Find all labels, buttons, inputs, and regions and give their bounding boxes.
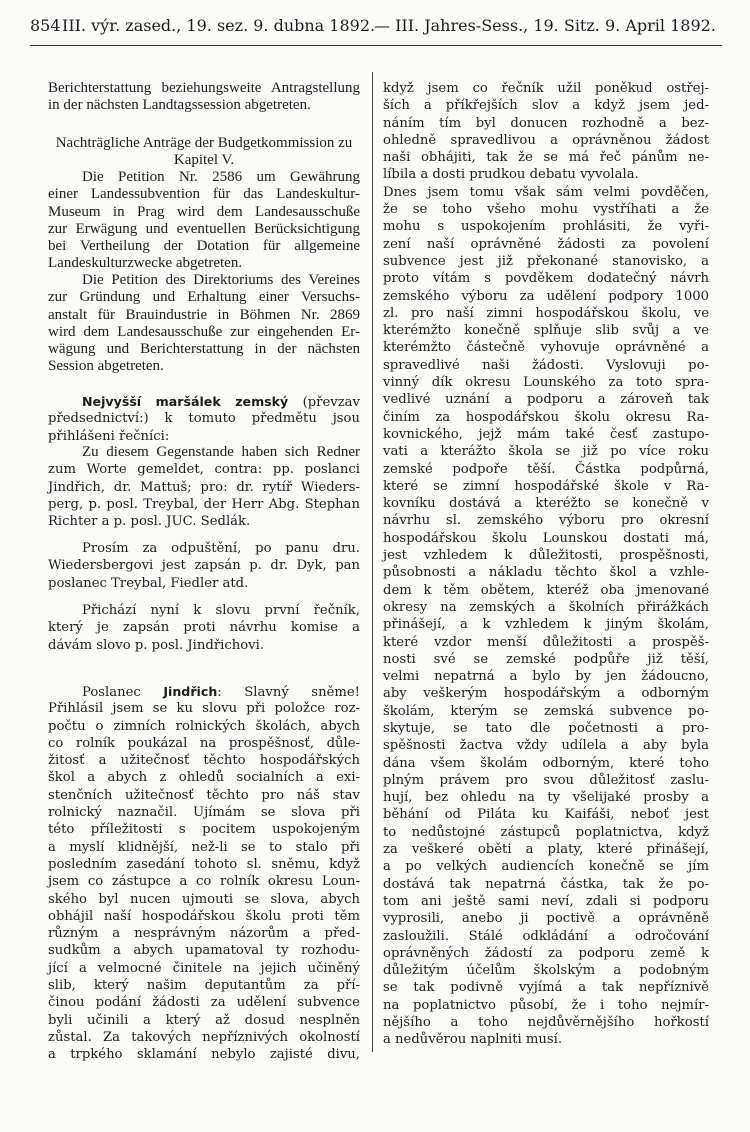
text-block <box>48 135 360 170</box>
text-line: Die Petition des Direktoriums des Vereines <box>82 272 360 288</box>
text-line: aby veškerým hospodářským a odborným <box>383 686 709 702</box>
text-line: různým a nesprávným názorům a před- <box>48 926 360 942</box>
text-line: velmi nepatrná a bylo by jen žádoucno, <box>383 669 709 685</box>
text-block <box>48 540 360 592</box>
text-line: skytuje, se tato dle početnosti a pro- <box>383 720 709 736</box>
text-line: jest vzhledem k důležitosti, prospěšnosti, <box>383 548 709 564</box>
header-czech-title: III. výr. zased., 19. sez. 9. dubna 1892. <box>62 16 376 35</box>
text-line: spravedlivé naši žádosti. Vyslovuji po- <box>383 357 709 373</box>
text-line: perg, p. posl. Treybal, der Herr Abg. Stephan <box>48 496 360 512</box>
text-line: zasloužili. Stálé odkládání a odročování <box>383 928 709 944</box>
text-line: spěšnosti žactva vždy udílela a aby byla <box>383 738 709 754</box>
text-line: zum Worte gemeldet, contra: pp. poslanci <box>48 462 360 478</box>
text-line: hospodářskou školu Lounskou dostati má, <box>383 530 709 546</box>
text-line: Nachträgliche Anträge der Budgetkommission zu <box>55 135 353 151</box>
text-line: jící a velmocné činitele na jejich učiněný <box>48 960 360 976</box>
text-line: einer Landessubvention für das Landeskultur- <box>48 186 360 203</box>
text-line: důležitým účelům školským a podobným <box>383 963 709 979</box>
speaker-name: Nejvyšší maršálek zemský <box>82 394 289 409</box>
text-line: posledním zasedání tohoto sl. sněmu, když <box>48 856 360 872</box>
text-line: Berichterstattung beziehungsweite Antragstellung <box>48 80 360 96</box>
text-line: Session abgetreten. <box>48 358 164 375</box>
text-line: předsednictví:) k tomuto předmětu jsou <box>48 411 360 427</box>
text-line: dem k těm obětem, kteréž oba jmenované <box>383 582 709 598</box>
text-line: byli učinili a který až dosud nesplněn <box>48 1012 360 1028</box>
text-line: Museum in Prag wird dem Landesausschuße <box>48 203 360 220</box>
text-line: této příležitosti s pocitem uspokojeným <box>48 822 360 838</box>
text-line: počtu o zimních rolnických školách, abych <box>48 718 360 734</box>
text-line: nějšího a toho nejdůvěrnějšího hořkostí <box>383 1015 709 1031</box>
text-line: vati a kterážto škola se již po více roku <box>383 444 709 460</box>
text-line: proto vítám s povděkem dodatečný návrh <box>383 271 709 287</box>
text-line: subvence jest již překonané stanovisko, a <box>383 253 709 269</box>
text-line: přinášejí, a k vzhledem k jiným školám, <box>383 617 709 633</box>
column-divider <box>372 72 373 1052</box>
text-line: dávám slovo p. posl. Jindřichovi. <box>48 637 265 653</box>
text-line: zůstal. Za takových nepříznivých okolností <box>48 1029 360 1045</box>
text-line: jsem co zástupce a co rolník okresu Loun- <box>48 874 360 890</box>
text-line: které vzdor menší důležitosti a prospěš- <box>383 634 709 650</box>
text-line <box>48 683 360 700</box>
text-line: kovnického, jejž mám také česť zastupo- <box>383 426 709 442</box>
text-line: wird dem Landesausschuße zur eingehenden Er- <box>48 323 360 340</box>
text-line: Zu diesem Gegenstande haben sich Redner <box>82 444 360 460</box>
text-line: se tak podivně vyjímá a tak nepříznivě <box>383 980 709 996</box>
running-header <box>30 12 720 38</box>
text-line: a myslí klidnější, než-li se to stalo při <box>48 839 360 855</box>
text-line: přihlášeni řečníci: <box>48 428 170 444</box>
text-line: a nedůvěrou naplniti musí. <box>383 1032 563 1048</box>
text-line: činou podání žádosti za udělení subvence <box>48 995 360 1011</box>
text-line: zení naší oprávněné žádosti za povolení <box>383 236 709 252</box>
text-line: Richter a p. posl. JUC. Sedlák. <box>48 514 251 530</box>
text-line: vyprosili, anebo ji poctivě a oprávněně <box>383 911 709 927</box>
text-line: dostává tak nepatrná částka, tak že po- <box>383 876 709 892</box>
text-run: Poslanec <box>82 685 164 700</box>
text-line: návrhu sl. zemského výboru pro okresní <box>383 513 709 529</box>
text-line: že se toho všeho mohu vystříhati a že <box>383 202 709 218</box>
text-line: který je zapsán proti návrhu komise a <box>48 620 360 636</box>
text-block <box>48 444 360 530</box>
text-line: činím za hospodářskou školu okresu Ra- <box>383 409 709 425</box>
header-rule <box>30 45 722 46</box>
text-line: hují, bez ohledu na ty všelijaké prosby a <box>383 790 709 806</box>
text-line: na poplatnictvo působí, že i toho nejmír- <box>383 997 709 1013</box>
text-line: a po velkých audiencích konečně se jím <box>383 859 709 875</box>
text-line: nosti své se zemské podpůře již těší, <box>383 651 709 667</box>
text-line: Jindřich, dr. Mattuš; pro: dr. rytíř Wieders- <box>48 479 360 495</box>
text-line: naši obhájiti, tak že se má řeč pánům ne- <box>383 150 709 166</box>
text-line: škol a abych z ohledů socialních a exi- <box>48 770 360 786</box>
speaker-name: Jindřich <box>163 684 218 699</box>
text-line: plným právem pro svou důležitosť zaslu- <box>383 772 709 788</box>
text-line: bei Vertheilung der Dotation für allgemeine <box>48 238 360 255</box>
text-line: náním tím byl donucen rozhodně a bez- <box>383 115 709 131</box>
text-line: wägung und Berichterstattung in der nächsten <box>48 341 360 358</box>
text-line: slib, který našim deputantům za pří- <box>48 978 360 994</box>
text-line: běhání od Piláta ku Kaifáši, neboť jest <box>383 807 709 823</box>
header-german-title: — III. Jahres-Sess., 19. Sitz. 9. April 1892. <box>374 16 716 35</box>
text-line: mohu s uspokojením prohlásiti, že vyři- <box>383 219 709 235</box>
text-line <box>48 393 360 410</box>
text-line: okresy na zemských a školních přirážkách <box>383 599 709 615</box>
text-line: školám, kterým se zemská subvence po- <box>383 703 709 719</box>
text-line: a trpkého sklamání nebylo zajisté divu, <box>48 1047 360 1063</box>
text-line: když jsem co řečník užil poněkud ostřej- <box>383 81 709 96</box>
text-line: Přihlásil jsem se ku slovu při položce roz- <box>48 701 360 717</box>
text-line: líbila a dosti prudkou debatu vyvolala. <box>383 167 639 183</box>
text-line: dána všem školám odborným, které toho <box>383 755 709 771</box>
text-line: sudkům a abych upamatoval ty rozhodu- <box>48 943 360 959</box>
text-line: to nedůstojné zástupců poplatnictva, když <box>383 824 709 840</box>
text-block <box>48 602 360 654</box>
text-line: zemského výboru za udělení podpory 1000 <box>383 288 709 304</box>
text-line: rolnický naznačil. Ujímám se slova při <box>48 805 360 821</box>
text-line: kterémžto konečně splňuje slib svůj a ve <box>383 323 709 339</box>
text-line: které se zimní hospodářské škole v Ra- <box>383 478 709 494</box>
text-line: zl. pro naší zimni hospodářskou školu, ve <box>383 305 709 321</box>
text-block <box>383 80 709 1049</box>
text-line: Dnes jsem tomu však sám velmi povděčen, <box>383 184 709 200</box>
text-line: zur Gründung und Erhaltung einer Versuchs- <box>48 289 360 306</box>
text-line: působnosti a nákladu těchto škol a vzhle- <box>383 565 709 581</box>
text-line: Landeskulturzwecke abgetreten. <box>48 255 243 272</box>
text-line: zur Erwägung und eventuellen Berücksichtigung <box>48 220 360 237</box>
text-run: (převzav <box>288 395 360 410</box>
text-line: stenčních užitečnosť těchto pro náš stav <box>48 787 360 803</box>
text-line: co rolník poukázal na prospěšnosť, důle- <box>48 735 360 751</box>
text-line: Prosím za odpuštění, po panu dru. <box>82 541 360 556</box>
text-block <box>48 272 360 376</box>
page-number: 854 <box>30 16 61 35</box>
text-block <box>48 169 360 273</box>
text-line: tom ani ještě sami neví, zdali si podporu <box>383 893 709 909</box>
text-line: Wiedersbergovi jest zapsán p. dr. Dyk, pan <box>48 558 360 574</box>
text-line: žitosť a užitečnosť těchto hospodářských <box>48 753 360 769</box>
text-line: vinný dík okresu Lounského za toto spra- <box>383 375 709 391</box>
text-line: kovníku dostává a kteréžto se konečně v <box>383 496 709 512</box>
text-line: kterémžto částečně vyhovuje oprávněné a <box>383 340 709 356</box>
text-line: Die Petition Nr. 2586 um Gewährung <box>82 169 360 185</box>
text-line: ohledně spravedlivou a oprávněnou žádost <box>383 132 709 148</box>
text-line: Kapitel V. <box>173 152 235 169</box>
text-line: ského byl nucen ujmouti se slova, abych <box>48 891 360 907</box>
text-run: : Slavný sněme! <box>217 685 360 700</box>
text-line: poslanec Treybal, Fiedler atd. <box>48 575 249 591</box>
text-line: in der nächsten Landtagssession abgetreten. <box>48 97 311 114</box>
text-line: ších a příkřejších slov a když jsem jed- <box>383 98 709 114</box>
text-line: Přichází nyní k slovu první řečník, <box>82 603 360 618</box>
text-line: vedlivé uznání a podporu a zároveň tak <box>383 392 709 408</box>
text-block <box>48 683 360 1064</box>
text-block <box>48 80 360 115</box>
text-line: anstalt für Brauindustrie in Böhmen Nr. 2869 <box>48 306 360 323</box>
text-line: zemské podpoře těší. Částka podpůrná, <box>383 461 709 477</box>
text-line: oprávněných žádostí za podporu země k <box>383 945 709 961</box>
text-line: obhájil naší hospodářskou školu proti těm <box>48 908 360 924</box>
text-block <box>48 393 360 445</box>
text-line: za veškeré oběti a platy, které přinášejí, <box>383 842 709 858</box>
